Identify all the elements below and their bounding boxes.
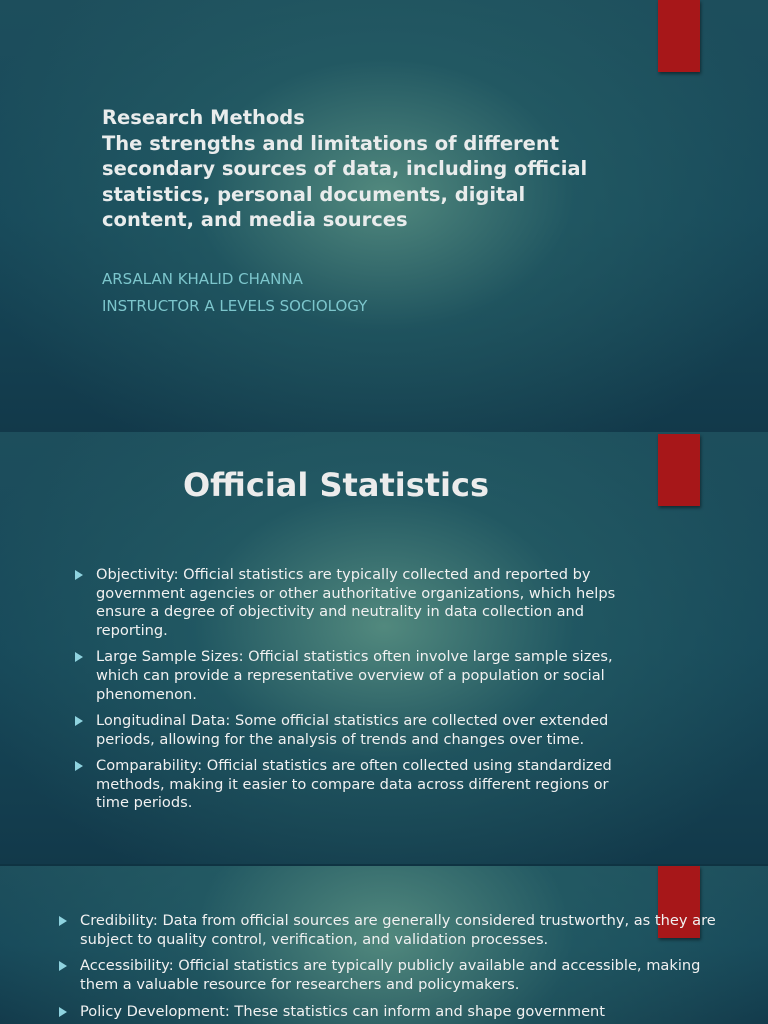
title-line: content, and media sources <box>102 208 408 231</box>
slide-title <box>102 105 662 233</box>
bullet-text: Policy Development: These statistics can inform and shape government <box>80 1002 606 1020</box>
bullet-arrow-icon <box>75 570 83 580</box>
bullet-item <box>75 566 630 641</box>
slide-title: Official Statistics <box>182 466 490 504</box>
bullet-item <box>75 757 630 813</box>
bullet-list <box>59 912 719 1024</box>
bullet-text: Credibility: Data from official sources are generally considered trustworthy, as they are subject to quality control, verification, and validation processes. <box>80 912 716 948</box>
bullet-arrow-icon <box>75 761 83 771</box>
slide-1 <box>0 0 768 432</box>
bullet-arrow-icon <box>75 652 83 662</box>
title-line: secondary sources of data, including official <box>102 157 588 180</box>
bullet-text: Longitudinal Data: Some official statistics are collected over extended periods, allowing for the analysis of trends and changes over time. <box>96 711 609 748</box>
author-name: ARSALAN KHALID CHANNA <box>102 270 303 288</box>
bullet-item <box>75 712 630 749</box>
bullet-item <box>59 1003 719 1022</box>
bullet-text: Objectivity: Official statistics are typically collected and reported by government agencies or other authoritative organizations, which helps ensure a degree of objectivity and neutrality in data collection and reporting. <box>96 566 616 640</box>
title-line: statistics, personal documents, digital <box>102 182 526 206</box>
bullet-arrow-icon <box>75 716 83 726</box>
bullet-text: Large Sample Sizes: Official statistics often involve large sample sizes, which can provide a representative overview of a population or social phenomenon. <box>96 648 613 703</box>
slide-2 <box>0 432 768 864</box>
slide-3 <box>0 866 768 1024</box>
bullet-arrow-icon <box>59 961 67 971</box>
author-role: INSTRUCTOR A LEVELS SOCIOLOGY <box>102 297 368 315</box>
bullet-arrow-icon <box>59 1007 67 1017</box>
accent-bar <box>658 0 700 72</box>
bullet-item <box>59 912 719 949</box>
bullet-item <box>59 957 719 994</box>
bullet-arrow-icon <box>59 916 67 926</box>
title-line: The strengths and limitations of different <box>102 131 560 155</box>
bullet-text: Accessibility: Official statistics are typically publicly available and accessible, making them a valuable resource for researchers and policymakers. <box>80 957 701 994</box>
bullet-item <box>75 648 630 704</box>
bullet-text: Comparability: Official statistics are often collected using standardized methods, making it easier to compare data across different regions or time periods. <box>96 756 612 812</box>
title-line: Research Methods <box>102 106 305 129</box>
bullet-list <box>75 566 630 820</box>
slide-subtitle <box>102 266 602 320</box>
